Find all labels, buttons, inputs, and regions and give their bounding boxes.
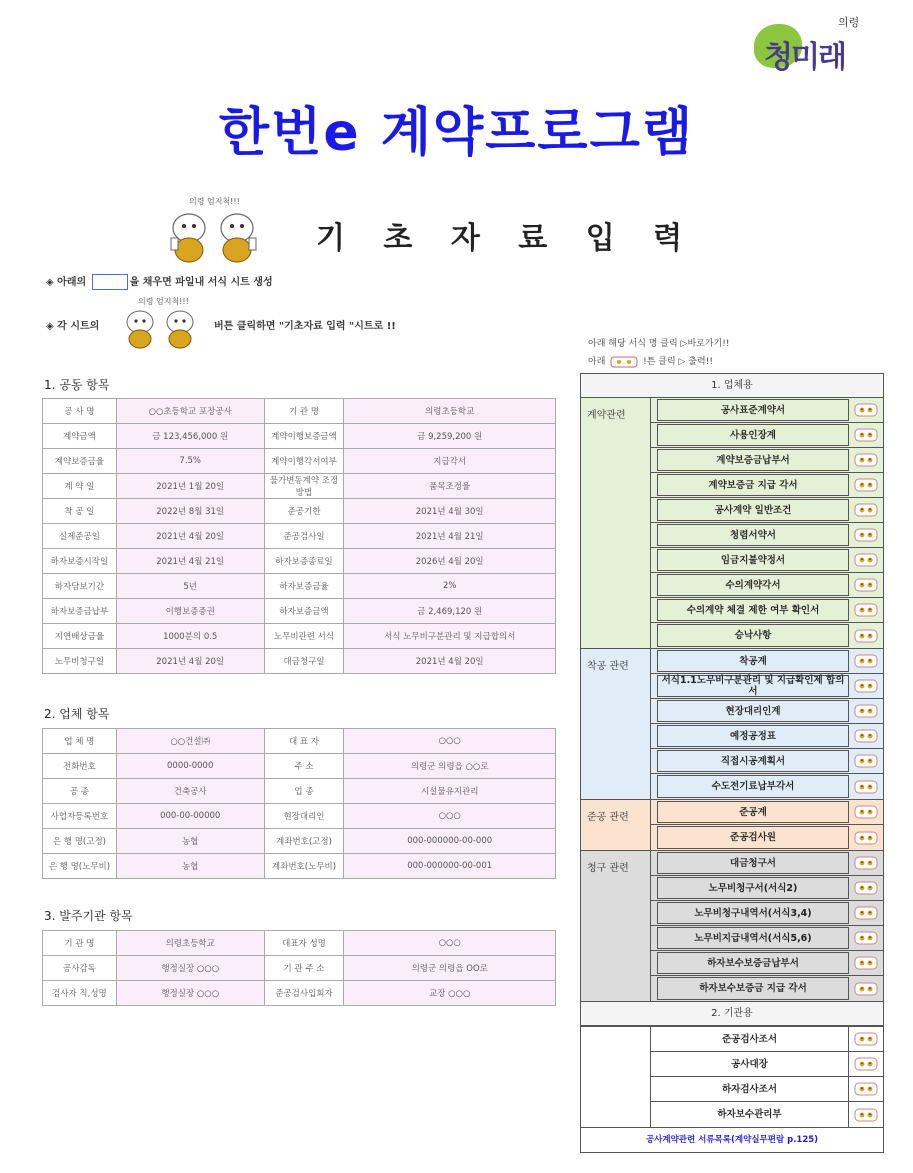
print-note	[588, 354, 713, 369]
field-label: 계좌번호(고정)	[264, 829, 344, 854]
print-button-icon[interactable]	[849, 674, 883, 698]
table-row	[43, 524, 556, 549]
field-label: 계약보증금율	[43, 449, 117, 474]
field-label: 계약이행보증금액	[264, 424, 344, 449]
form-group-label: 계약관련	[581, 398, 651, 648]
field-value[interactable]: 2021년 4월 20일	[116, 524, 264, 549]
form-link[interactable]: 수도전기료납부각서	[657, 775, 849, 798]
field-value[interactable]: 건축공사	[116, 779, 264, 804]
field-label: 기 관 주 소	[264, 956, 344, 981]
print-button-icon[interactable]	[849, 548, 883, 572]
field-label: 하자보증종료일	[264, 549, 344, 574]
field-label: 하자보증금액	[264, 599, 344, 624]
table-row	[43, 649, 556, 674]
form-link[interactable]: 청렴서약서	[657, 524, 849, 546]
mascot-bubble: 의령 엄지척!!!	[138, 297, 189, 306]
field-value[interactable]: 000-000000-00-001	[344, 854, 556, 879]
form-link[interactable]: 노무비지급내역서(서식5,6)	[657, 927, 849, 949]
print-button-icon[interactable]	[849, 1077, 883, 1101]
table-row	[43, 804, 556, 829]
form-group	[581, 1026, 883, 1128]
form-link[interactable]: 노무비청구내역서(서식3,4)	[657, 902, 849, 924]
form-row	[651, 951, 883, 976]
field-label: 하자보증시작일	[43, 549, 117, 574]
mascot-icon	[163, 208, 273, 264]
field-label: 물가변동계약 조정방법	[264, 474, 344, 499]
field-value[interactable]: 2021년 4월 20일	[116, 649, 264, 674]
field-value[interactable]: 금 2,469,120 원	[344, 599, 556, 624]
form-link[interactable]: 예정공정표	[657, 725, 849, 747]
instruction-note-1	[46, 273, 273, 290]
form-group-label: 청구 관련	[581, 851, 651, 1001]
print-button-icon[interactable]	[849, 951, 883, 975]
form-link[interactable]: 공사표준계약서	[657, 399, 849, 421]
form-link[interactable]: 하자보수보증금납부서	[657, 952, 849, 974]
form-row	[651, 1052, 883, 1077]
form-link[interactable]: 노무비청구서(서식2)	[657, 877, 849, 899]
field-value[interactable]: 5년	[116, 574, 264, 599]
field-label: 계 약 일	[43, 474, 117, 499]
field-value[interactable]: 이행보증증권	[116, 599, 264, 624]
company-info-table	[42, 728, 556, 879]
table-row	[43, 956, 556, 981]
field-label: 은 행 명(고정)	[43, 829, 117, 854]
form-link[interactable]: 서식1.1노무비구분관리 및 지급확인제 합의서	[657, 675, 849, 697]
field-value[interactable]: ○○○	[344, 804, 556, 829]
form-link[interactable]: 하자보수관리부	[651, 1102, 849, 1127]
field-value[interactable]: 품목조정율	[344, 474, 556, 499]
field-value[interactable]: ○○초등학교 포장공사	[116, 399, 264, 424]
table-row	[43, 574, 556, 599]
print-button-icon[interactable]	[849, 774, 883, 799]
form-row	[651, 548, 883, 573]
print-button-icon[interactable]	[849, 573, 883, 597]
field-label: 기 관 명	[264, 399, 344, 424]
note-text: 을 채우면 파일내 서식 시트 생성	[129, 277, 273, 288]
field-label: 전화번호	[43, 754, 117, 779]
field-value[interactable]: 시설물유지관리	[344, 779, 556, 804]
table-row	[43, 854, 556, 879]
reference-link[interactable]: 공사계약관련 서류목록(계약실무편람 p.125)	[645, 1135, 819, 1145]
field-value[interactable]: 2026년 4월 20일	[344, 549, 556, 574]
section-title-agency: 3. 발주기관 항목	[44, 909, 133, 923]
instruction-note-2-suffix: 버튼 클릭하면 "기초자료 입력 "시트로 !!	[214, 321, 396, 332]
form-group-label: 착공 관련	[581, 649, 651, 799]
instruction-note-2-prefix: ◈ 각 시트의	[46, 321, 100, 332]
mascot-icon	[610, 355, 638, 369]
field-label: 사업자등록번호	[43, 804, 117, 829]
field-label: 계약금액	[43, 424, 117, 449]
form-group-label	[581, 1027, 651, 1127]
mascot-button-sample	[118, 296, 208, 350]
form-link[interactable]: 하자검사조서	[651, 1077, 849, 1101]
mascot-group	[163, 196, 273, 266]
field-label: 하자보증금율	[264, 574, 344, 599]
form-group	[581, 398, 883, 649]
table-row	[43, 829, 556, 854]
field-label: 현장대리인	[264, 804, 344, 829]
form-row	[651, 623, 883, 648]
form-link[interactable]: 공사계약 일반조건	[657, 499, 849, 521]
field-label: 하자보증금납부	[43, 599, 117, 624]
field-value[interactable]: ○○건설㈜	[116, 729, 264, 754]
form-row	[651, 800, 883, 825]
field-label: 실제준공일	[43, 524, 117, 549]
field-value[interactable]: 의령초등학교	[344, 399, 556, 424]
section-title-company: 2. 업체 항목	[44, 707, 110, 721]
form-row	[651, 523, 883, 548]
field-value[interactable]: 2%	[344, 574, 556, 599]
panel-header-agency: 2. 기관용	[581, 1002, 883, 1026]
form-link[interactable]: 계약보증금 지급 각서	[657, 474, 849, 496]
print-button-icon[interactable]	[849, 825, 883, 850]
form-link[interactable]: 하자보수보증금 지급 각서	[657, 977, 849, 1000]
print-button-icon[interactable]	[849, 473, 883, 497]
field-value[interactable]: 2021년 4월 20일	[344, 649, 556, 674]
field-label: 지연배상금율	[43, 624, 117, 649]
print-button-icon[interactable]	[849, 851, 883, 875]
field-label: 공 사 명	[43, 399, 117, 424]
logo	[752, 14, 872, 84]
field-value[interactable]: 행정실장 ○○○	[116, 956, 264, 981]
print-button-icon[interactable]	[849, 649, 883, 673]
print-button-icon[interactable]	[849, 623, 883, 648]
field-label: 계좌번호(노무비)	[264, 854, 344, 879]
field-value[interactable]: 교장 ○○○	[344, 981, 556, 1006]
field-label: 착 공 일	[43, 499, 117, 524]
form-link[interactable]: 공사대장	[651, 1052, 849, 1076]
field-label: 공사감독	[43, 956, 117, 981]
field-value[interactable]: 의령군 의령읍 OO로	[344, 956, 556, 981]
field-value[interactable]: ○○○	[344, 729, 556, 754]
form-row	[651, 825, 883, 850]
field-value[interactable]: 2021년 1월 20일	[116, 474, 264, 499]
form-row	[651, 851, 883, 876]
form-group	[581, 649, 883, 800]
field-value[interactable]: 000-00-00000	[116, 804, 264, 829]
form-row	[651, 674, 883, 699]
form-row	[651, 976, 883, 1001]
print-button-icon[interactable]	[849, 523, 883, 547]
form-row	[651, 699, 883, 724]
field-value[interactable]: 000-000000-00-000	[344, 829, 556, 854]
print-button-icon[interactable]	[849, 1052, 883, 1076]
print-button-icon[interactable]	[849, 598, 883, 622]
page-subtitle: 기 초 자 료 입 력	[316, 221, 697, 256]
form-row	[651, 649, 883, 674]
form-row	[651, 598, 883, 623]
form-row	[651, 448, 883, 473]
form-row	[651, 926, 883, 951]
form-link[interactable]: 준공검사원	[657, 826, 849, 849]
print-button-icon[interactable]	[849, 699, 883, 723]
field-label: 대표자 성명	[264, 931, 344, 956]
form-group	[581, 800, 883, 851]
mascot-icon	[118, 306, 208, 350]
table-row	[43, 931, 556, 956]
form-row	[651, 876, 883, 901]
table-row	[43, 754, 556, 779]
logo-subtext: 의령	[838, 16, 860, 29]
section-title-common: 1. 공동 항목	[44, 378, 110, 392]
field-label: 공 종	[43, 779, 117, 804]
form-row	[651, 573, 883, 598]
note-text: ◈ 아래의	[46, 277, 87, 288]
field-label: 검사자 직,성명	[43, 981, 117, 1006]
logo-text: 청미래	[764, 40, 845, 75]
field-value[interactable]: 지급각서	[344, 449, 556, 474]
field-label: 준공기한	[264, 499, 344, 524]
form-row	[651, 774, 883, 799]
print-button-icon[interactable]	[849, 398, 883, 422]
table-row	[43, 474, 556, 499]
form-row	[651, 498, 883, 523]
table-row	[43, 549, 556, 574]
form-row	[651, 473, 883, 498]
field-value[interactable]: 2022년 8월 31일	[116, 499, 264, 524]
print-button-icon[interactable]	[849, 926, 883, 950]
form-link[interactable]: 착공계	[657, 650, 849, 672]
table-row	[43, 624, 556, 649]
form-row	[651, 1077, 883, 1102]
field-value[interactable]: 금 9,259,200 원	[344, 424, 556, 449]
field-label: 기 관 명	[43, 931, 117, 956]
field-value[interactable]: 2021년 4월 30일	[344, 499, 556, 524]
form-link[interactable]: 계약보증금납부서	[657, 449, 849, 471]
field-value[interactable]: 0000-0000	[116, 754, 264, 779]
print-button-icon[interactable]	[849, 876, 883, 900]
field-label: 주 소	[264, 754, 344, 779]
common-info-table	[42, 398, 556, 674]
mascot-bubble: 의령 엄지척!!!	[189, 197, 240, 206]
agency-info-table	[42, 930, 556, 1006]
form-row	[651, 398, 883, 423]
field-label: 업 체 명	[43, 729, 117, 754]
table-row	[43, 981, 556, 1006]
form-link[interactable]: 현장대리인계	[657, 700, 849, 722]
field-label: 노무비청구일	[43, 649, 117, 674]
form-link[interactable]: 수의계약 체결 제한 여부 확인서	[657, 599, 849, 621]
print-button-icon[interactable]	[849, 800, 883, 824]
table-row	[43, 449, 556, 474]
field-label: 대금청구일	[264, 649, 344, 674]
form-group-label: 준공 관련	[581, 800, 651, 850]
table-row	[43, 779, 556, 804]
field-value[interactable]: 2021년 4월 21일	[116, 549, 264, 574]
field-value[interactable]: 서식 노무비구분관리 및 지급합의서	[344, 624, 556, 649]
field-label: 하자담보기간	[43, 574, 117, 599]
print-button-icon[interactable]	[849, 1102, 883, 1127]
field-value[interactable]: 7.5%	[116, 449, 264, 474]
form-group	[581, 851, 883, 1002]
print-button-icon[interactable]	[849, 976, 883, 1001]
field-value[interactable]: 1000분의 0.5	[116, 624, 264, 649]
form-link[interactable]: 직접시공계획서	[657, 750, 849, 772]
field-label: 업 종	[264, 779, 344, 804]
field-value[interactable]: 농협	[116, 829, 264, 854]
form-row	[651, 724, 883, 749]
form-link[interactable]: 대금청구서	[657, 852, 849, 874]
main-title: 한번e 계약프로그램	[218, 103, 695, 163]
field-value[interactable]: 의령군 의령읍 ○○로	[344, 754, 556, 779]
field-label: 준공검사일	[264, 524, 344, 549]
form-row	[651, 1102, 883, 1127]
print-button-icon[interactable]	[849, 498, 883, 522]
form-row	[651, 423, 883, 448]
form-link[interactable]: 임금지불약정서	[657, 549, 849, 571]
table-row	[43, 599, 556, 624]
form-link[interactable]: 수의계약각서	[657, 574, 849, 596]
form-link[interactable]: 사용인장계	[657, 424, 849, 446]
field-value[interactable]: 농협	[116, 854, 264, 879]
shortcut-note: 아래 해당 서식 명 클릭 ▷바로가기!!	[588, 339, 730, 349]
print-note-suffix: !튼 클릭 ▷ 출력!!	[643, 357, 713, 367]
form-link[interactable]: 준공계	[657, 801, 849, 823]
field-label: 계약이행각서여부	[264, 449, 344, 474]
form-row	[651, 749, 883, 774]
form-row	[651, 901, 883, 926]
field-value[interactable]: 행정실장 ○○○	[116, 981, 264, 1006]
field-label: 준공검사입회자	[264, 981, 344, 1006]
form-link[interactable]: 준공검사조서	[651, 1027, 849, 1051]
field-label: 은 행 명(노무비)	[43, 854, 117, 879]
field-value[interactable]: ○○○	[344, 931, 556, 956]
print-button-icon[interactable]	[849, 724, 883, 748]
table-row	[43, 399, 556, 424]
form-link[interactable]: 승낙사항	[657, 624, 849, 647]
field-label: 대 표 자	[264, 729, 344, 754]
field-value[interactable]: 2021년 4월 21일	[344, 524, 556, 549]
table-row	[43, 729, 556, 754]
print-button-icon[interactable]	[849, 901, 883, 925]
form-row	[651, 1027, 883, 1052]
input-cell-sample	[92, 274, 128, 290]
print-button-icon[interactable]	[849, 749, 883, 773]
print-button-icon[interactable]	[849, 1027, 883, 1051]
field-label: 노무비관련 서식	[264, 624, 344, 649]
panel-header-company: 1. 업체용	[581, 374, 883, 398]
print-button-icon[interactable]	[849, 423, 883, 447]
print-note-prefix: 아래	[588, 357, 606, 367]
field-value[interactable]: 금 123,456,000 원	[116, 424, 264, 449]
table-row	[43, 499, 556, 524]
field-value[interactable]: 의령초등학교	[116, 931, 264, 956]
table-row	[43, 424, 556, 449]
print-button-icon[interactable]	[849, 448, 883, 472]
form-list-panel	[580, 373, 884, 1153]
